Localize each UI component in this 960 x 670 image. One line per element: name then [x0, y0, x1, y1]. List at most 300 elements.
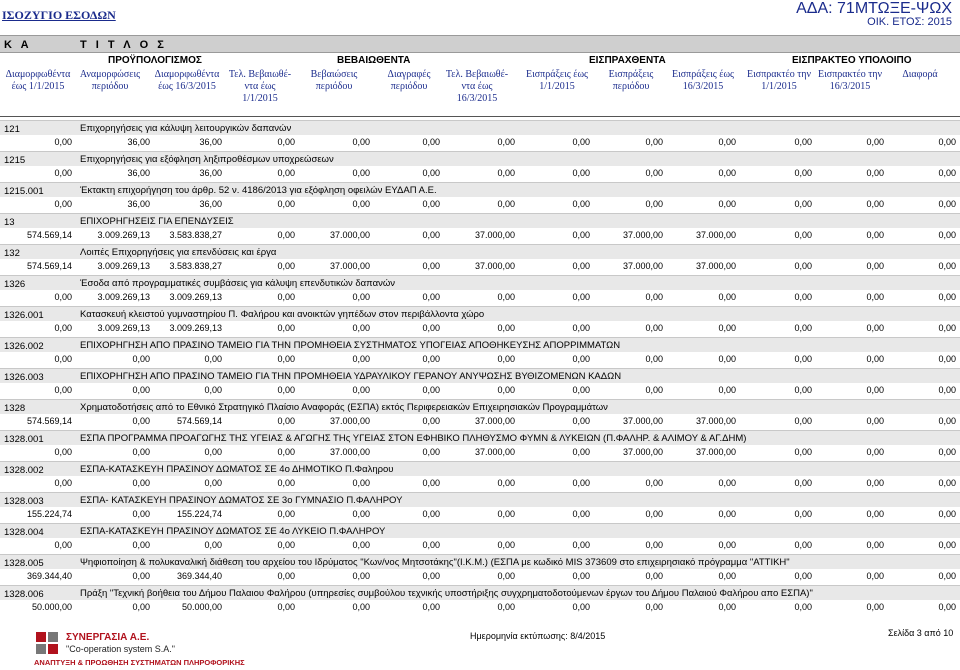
column-header-line: 1/1/2015: [761, 81, 797, 92]
amount-cell: 36,00: [127, 199, 150, 209]
amount-cell: 0,00: [645, 478, 663, 488]
amount-cell: 3.009.269,13: [169, 292, 222, 302]
amount-cell: 574.569,14: [26, 416, 72, 426]
amount-cell: 0,00: [352, 137, 370, 147]
amount-cell: 0,00: [132, 602, 150, 612]
row-title-bar: [0, 275, 960, 290]
column-header-line: έως 16/3/2015: [158, 81, 216, 92]
column-header-line: 16/3/2015: [829, 81, 871, 92]
account-code: 1328.004: [4, 527, 44, 538]
amount-cell: 0,00: [277, 230, 295, 240]
amount-cell: 0,00: [866, 602, 884, 612]
amount-cell: 0,00: [132, 354, 150, 364]
amount-cell: 0,00: [645, 354, 663, 364]
amount-cell: 37.000,00: [329, 261, 370, 271]
column-header: [149, 69, 225, 93]
amount-cell: 0,00: [497, 602, 515, 612]
amount-cell: 0,00: [794, 509, 812, 519]
amount-cell: 36,00: [199, 168, 222, 178]
column-header: [0, 69, 76, 93]
account-code: 13: [4, 217, 15, 228]
amount-cell: 0,00: [277, 292, 295, 302]
amount-cell: 0,00: [572, 602, 590, 612]
amount-cell: 0,00: [352, 509, 370, 519]
amount-cell: 0,00: [352, 478, 370, 488]
amount-cell: 0,00: [938, 540, 956, 550]
amount-cell: 0,00: [794, 137, 812, 147]
amount-cell: 0,00: [572, 261, 590, 271]
amount-cell: 0,00: [794, 416, 812, 426]
amount-cell: 0,00: [794, 323, 812, 333]
amount-cell: 0,00: [572, 478, 590, 488]
column-header: [593, 69, 669, 93]
amount-cell: 0,00: [718, 137, 736, 147]
amount-cell: 0,00: [277, 447, 295, 457]
row-title-bar: [0, 554, 960, 569]
row-title-bar: [0, 585, 960, 600]
table-row: [0, 492, 960, 523]
amount-cell: 0,00: [645, 540, 663, 550]
amount-cell: 50.000,00: [31, 602, 72, 612]
amount-cell: 0,00: [718, 199, 736, 209]
amount-cell: 0,00: [497, 509, 515, 519]
amount-cell: 0,00: [645, 571, 663, 581]
amount-cell: 0,00: [938, 292, 956, 302]
row-title-bar: [0, 120, 960, 135]
print-date: Ημερομηνία εκτύπωσης: 8/4/2015: [470, 631, 606, 641]
amount-cell: 0,00: [645, 602, 663, 612]
report-header: [0, 0, 960, 30]
column-header-line: Διαμορφωθέντα: [154, 69, 220, 80]
amount-cell: 0,00: [645, 509, 663, 519]
amount-cell: 0,00: [204, 385, 222, 395]
amount-cell: 0,00: [277, 478, 295, 488]
amount-cell: 0,00: [277, 261, 295, 271]
account-code: 1328.003: [4, 496, 44, 507]
table-row: [0, 554, 960, 585]
amount-cell: 0,00: [866, 292, 884, 302]
amount-cell: 0,00: [866, 199, 884, 209]
amount-cell: 0,00: [645, 292, 663, 302]
row-values: [0, 385, 960, 398]
row-values: [0, 323, 960, 336]
amount-cell: 0,00: [132, 447, 150, 457]
amount-cell: 0,00: [572, 230, 590, 240]
amount-cell: 0,00: [132, 571, 150, 581]
amount-cell: 0,00: [352, 354, 370, 364]
amount-cell: 0,00: [497, 571, 515, 581]
amount-cell: 0,00: [938, 571, 956, 581]
amount-cell: 0,00: [132, 416, 150, 426]
amount-cell: 0,00: [422, 261, 440, 271]
amount-cell: 0,00: [866, 230, 884, 240]
column-header-line: Βεβαιώσεις: [310, 69, 358, 80]
amount-cell: 0,00: [718, 478, 736, 488]
amount-cell: 37.000,00: [622, 416, 663, 426]
column-header-line: Εισπράξεις έως: [525, 69, 589, 80]
row-values: [0, 354, 960, 367]
account-description: ΕΠΙΧΟΡΗΓΗΣΗ ΑΠΟ ΠΡΑΣΙΝΟ ΤΑΜΕΙΟ ΓΙΑ ΤΗΝ ΠΡΟΜΗΘΕΙΑ ΣΥΣΤΗΜΑΤΟΣ ΥΠΟΓΕΙΑΣ ΑΠΟΘΗΚΕΥΣΗΣ ΑΠΟΡΡΙΜΜΑΤΩΝ: [80, 340, 621, 351]
account-code: 1215.001: [4, 186, 44, 197]
amount-cell: 0,00: [572, 416, 590, 426]
amount-cell: 0,00: [645, 137, 663, 147]
row-title-bar: [0, 244, 960, 259]
amount-cell: 0,00: [866, 385, 884, 395]
amount-cell: 0,00: [497, 137, 515, 147]
amount-cell: 0,00: [866, 478, 884, 488]
account-code: 1328.005: [4, 558, 44, 569]
column-header: [371, 69, 447, 93]
amount-cell: 0,00: [718, 323, 736, 333]
amount-cell: 0,00: [718, 602, 736, 612]
column-header-line: έως 1/1/2015: [11, 81, 65, 92]
ka-label: Κ Α: [4, 39, 32, 51]
amount-cell: 0,00: [277, 602, 295, 612]
amount-cell: 155.224,74: [176, 509, 222, 519]
table-row: [0, 306, 960, 337]
table-row: [0, 213, 960, 244]
amount-cell: 0,00: [938, 509, 956, 519]
row-title-bar: [0, 399, 960, 414]
amount-cell: 0,00: [422, 602, 440, 612]
table-row: [0, 120, 960, 151]
row-values: [0, 478, 960, 491]
column-header-line: Αναμορφώσεις: [79, 69, 141, 80]
amount-cell: 3.009.269,13: [97, 323, 150, 333]
amount-cell: 0,00: [938, 447, 956, 457]
title-band: [0, 35, 960, 53]
account-description: ΕΠΙΧΟΡΗΓΗΣΗ ΑΠΟ ΠΡΑΣΙΝΟ ΤΑΜΕΙΟ ΓΙΑ ΤΗΝ ΠΡΟΜΗΘΕΙΑ ΥΔΡΑΥΛΙΚΟΥ ΓΕΡΑΝΟΥ ΑΝΥΨΩΣΗΣ ΒΥΘΙΖΟΜΕΝΩΝ ΚΑΔΩΝ: [80, 371, 622, 382]
row-values: [0, 416, 960, 429]
amount-cell: 0,00: [794, 230, 812, 240]
amount-cell: 0,00: [794, 602, 812, 612]
amount-cell: 0,00: [794, 168, 812, 178]
column-header-line: Εισπράξεις έως: [671, 69, 735, 80]
amount-cell: 0,00: [794, 447, 812, 457]
table-row: [0, 461, 960, 492]
amount-cell: 0,00: [277, 571, 295, 581]
account-description: Χρηματοδοτήσεις από το Εθνικό Στρατηγικό Πλαίσιο Αναφοράς (ΕΣΠΑ) εκτός Περιφερειακών Επιχειρησιακών Προγραμμάτων: [80, 402, 608, 413]
table-row: [0, 368, 960, 399]
amount-cell: 0,00: [422, 540, 440, 550]
amount-cell: 0,00: [422, 416, 440, 426]
account-description: Επιχορηγήσεις για εξόφληση ληξιπροθέσμων υποχρεώσεων: [80, 154, 334, 165]
table-row: [0, 182, 960, 213]
fiscal-year: ΟΙΚ. ΕΤΟΣ: 2015: [867, 16, 952, 28]
amount-cell: 0,00: [938, 354, 956, 364]
amount-cell: 0,00: [204, 354, 222, 364]
amount-cell: 0,00: [277, 199, 295, 209]
amount-cell: 0,00: [866, 323, 884, 333]
row-values: [0, 230, 960, 243]
amount-cell: 0,00: [352, 199, 370, 209]
amount-cell: 0,00: [497, 199, 515, 209]
amount-cell: 0,00: [572, 354, 590, 364]
amount-cell: 0,00: [572, 323, 590, 333]
amount-cell: 0,00: [352, 168, 370, 178]
column-header-line: Διαφορά: [902, 69, 938, 80]
table-row: [0, 523, 960, 554]
amount-cell: 0,00: [866, 354, 884, 364]
amount-cell: 0,00: [645, 323, 663, 333]
amount-cell: 369.344,40: [176, 571, 222, 581]
amount-cell: 0,00: [277, 168, 295, 178]
amount-cell: 3.009.269,13: [97, 292, 150, 302]
table-row: [0, 430, 960, 461]
amount-cell: 0,00: [497, 323, 515, 333]
amount-cell: 0,00: [645, 385, 663, 395]
amount-cell: 0,00: [422, 571, 440, 581]
report-title: ΙΣΟΖΥΓΙΟ ΕΣΟΔΩΝ: [2, 8, 116, 22]
amount-cell: 0,00: [277, 509, 295, 519]
amount-cell: 0,00: [938, 478, 956, 488]
amount-cell: 0,00: [277, 354, 295, 364]
amount-cell: 0,00: [866, 168, 884, 178]
amount-cell: 0,00: [132, 478, 150, 488]
amount-cell: 0,00: [572, 137, 590, 147]
amount-cell: 0,00: [132, 385, 150, 395]
report-footer: [0, 608, 960, 670]
amount-cell: 0,00: [54, 478, 72, 488]
amount-cell: 574.569,14: [176, 416, 222, 426]
amount-cell: 0,00: [422, 385, 440, 395]
column-header-line: Εισπρακτέο την: [747, 69, 811, 80]
amount-cell: 0,00: [204, 478, 222, 488]
amount-cell: 0,00: [938, 168, 956, 178]
account-code: 1326.003: [4, 372, 44, 383]
account-description: Λοιπές Επιχορηγήσεις για επενδύσεις και έργα: [80, 247, 277, 258]
amount-cell: 0,00: [54, 292, 72, 302]
amount-cell: 369.344,40: [26, 571, 72, 581]
table-row: [0, 151, 960, 182]
amount-cell: 0,00: [718, 385, 736, 395]
amount-cell: 0,00: [422, 509, 440, 519]
row-title-bar: [0, 368, 960, 383]
ada-code: ΑΔΑ: 71ΜΤΩΞΕ-ΨΩΧ: [796, 0, 952, 17]
row-values: [0, 168, 960, 181]
column-header-line: 16/3/2015: [456, 93, 498, 104]
amount-cell: 0,00: [572, 540, 590, 550]
row-title-bar: [0, 430, 960, 445]
account-code: 1328: [4, 403, 26, 414]
column-header-line: Τελ. Βεβαιωθέ-: [445, 69, 509, 80]
amount-cell: 155.224,74: [26, 509, 72, 519]
amount-cell: 0,00: [497, 354, 515, 364]
account-description: ΕΣΠΑ- ΚΑΤΑΣΚΕΥΗ ΠΡΑΣΙΝΟΥ ΔΩΜΑΤΟΣ ΣΕ 3ο ΓΥΜΝΑΣΙΟ Π.ΦΑΛΗΡΟΥ: [80, 495, 403, 506]
amount-cell: 0,00: [866, 416, 884, 426]
logo-tagline: ΑΝΑΠΤΥΞΗ & ΠΡΟΩΘΗΣΗ ΣΥΣΤΗΜΑΤΩΝ ΠΛΗΡΟΦΟΡΙΚΗΣ: [34, 658, 245, 667]
amount-cell: 0,00: [938, 230, 956, 240]
column-header: [665, 69, 741, 93]
page-number: Σελίδα 3 από 10: [888, 628, 954, 638]
amount-cell: 0,00: [54, 540, 72, 550]
column-header-line: ντα έως: [461, 81, 493, 92]
account-description: Κατασκευή κλειστού γυμναστηρίου Π. Φαλήρου και ανοικτών γηπέδων στον περιβάλλοντα χώρο: [80, 309, 485, 320]
amount-cell: 0,00: [794, 261, 812, 271]
column-header-line: περιόδου: [612, 81, 650, 92]
amount-cell: 37.000,00: [329, 416, 370, 426]
amount-cell: 0,00: [54, 447, 72, 457]
amount-cell: 0,00: [54, 168, 72, 178]
amount-cell: 0,00: [645, 199, 663, 209]
amount-cell: 3.583.838,27: [169, 230, 222, 240]
column-header-line: 16/3/2015: [682, 81, 724, 92]
account-code: 1328.001: [4, 434, 44, 445]
column-header: [812, 69, 888, 93]
column-header-line: 1/1/2015: [242, 93, 278, 104]
column-header: [741, 69, 817, 93]
column-header-line: Διαγραφές: [387, 69, 431, 80]
column-header: [296, 69, 372, 93]
amount-cell: 0,00: [497, 292, 515, 302]
amount-cell: 0,00: [277, 540, 295, 550]
amount-cell: 0,00: [277, 416, 295, 426]
amount-cell: 0,00: [938, 261, 956, 271]
amount-cell: 0,00: [794, 571, 812, 581]
amount-cell: 0,00: [204, 447, 222, 457]
table-row: [0, 399, 960, 430]
amount-cell: 0,00: [718, 168, 736, 178]
column-header-line: περιόδου: [390, 81, 428, 92]
amount-cell: 0,00: [572, 199, 590, 209]
amount-cell: 0,00: [718, 571, 736, 581]
amount-cell: 37.000,00: [695, 416, 736, 426]
amount-cell: 37.000,00: [474, 261, 515, 271]
row-title-bar: [0, 523, 960, 538]
amount-cell: 0,00: [352, 385, 370, 395]
table-row: [0, 337, 960, 368]
table-row: [0, 275, 960, 306]
account-code: 1328.002: [4, 465, 44, 476]
amount-cell: 0,00: [352, 292, 370, 302]
amount-cell: 0,00: [497, 478, 515, 488]
amount-cell: 0,00: [497, 385, 515, 395]
group-certified: ΒΕΒΑΙΩΘΕΝΤΑ: [337, 55, 411, 66]
amount-cell: 37.000,00: [695, 230, 736, 240]
amount-cell: 0,00: [794, 385, 812, 395]
column-header-line: ντα έως: [244, 81, 276, 92]
column-header-line: Τελ. Βεβαιωθέ-: [228, 69, 292, 80]
row-values: [0, 447, 960, 460]
column-header-line: 1/1/2015: [539, 81, 575, 92]
amount-cell: 0,00: [794, 199, 812, 209]
amount-cell: 37.000,00: [474, 416, 515, 426]
company-logo-icon: [34, 630, 60, 656]
row-values: [0, 261, 960, 274]
column-header-line: περιόδου: [91, 81, 129, 92]
amount-cell: 36,00: [199, 137, 222, 147]
column-header: [222, 69, 298, 105]
column-header-line: Εισπράξεις: [608, 69, 654, 80]
titlos-label: Τ Ι Τ Λ Ο Σ: [80, 39, 167, 51]
amount-cell: 0,00: [497, 540, 515, 550]
amount-cell: 3.009.269,13: [169, 323, 222, 333]
amount-cell: 0,00: [866, 540, 884, 550]
row-title-bar: [0, 492, 960, 507]
column-header-line: Διαμορφωθέντα: [5, 69, 71, 80]
amount-cell: 0,00: [866, 137, 884, 147]
amount-cell: 0,00: [938, 199, 956, 209]
row-values: [0, 540, 960, 553]
amount-cell: 0,00: [938, 602, 956, 612]
row-values: [0, 137, 960, 150]
amount-cell: 0,00: [794, 354, 812, 364]
amount-cell: 0,00: [645, 168, 663, 178]
amount-cell: 0,00: [938, 416, 956, 426]
column-header: [519, 69, 595, 93]
amount-cell: 0,00: [718, 540, 736, 550]
amount-cell: 0,00: [497, 168, 515, 178]
amount-cell: 0,00: [54, 385, 72, 395]
company-logo: [34, 630, 245, 670]
amount-cell: 37.000,00: [329, 447, 370, 457]
amount-cell: 50.000,00: [181, 602, 222, 612]
row-title-bar: [0, 182, 960, 197]
column-header: [439, 69, 515, 105]
amount-cell: 3.009.269,13: [97, 230, 150, 240]
amount-cell: 0,00: [794, 478, 812, 488]
account-description: Έσοδα από προγραμματικές συμβάσεις για κάλυψη επενδυτικών δαπανών: [80, 278, 395, 289]
row-title-bar: [0, 337, 960, 352]
table-row: [0, 244, 960, 275]
account-code: 132: [4, 248, 20, 259]
amount-cell: 0,00: [352, 323, 370, 333]
amount-cell: 0,00: [422, 354, 440, 364]
account-description: ΕΣΠΑ-ΚΑΤΑΣΚΕΥΗ ΠΡΑΣΙΝΟΥ ΔΩΜΑΤΟΣ ΣΕ 4ο ΔΗΜΟΤΙΚΟ Π.Φαληρου: [80, 464, 394, 475]
amount-cell: 574.569,14: [26, 261, 72, 271]
amount-cell: 0,00: [572, 571, 590, 581]
amount-cell: 0,00: [938, 385, 956, 395]
column-headers: [0, 69, 960, 117]
row-values: [0, 509, 960, 522]
amount-cell: 37.000,00: [329, 230, 370, 240]
amount-cell: 0,00: [938, 137, 956, 147]
account-code: 121: [4, 124, 20, 135]
group-budget: ΠΡΟΫΠΟΛΟΓΙΣΜΟΣ: [108, 55, 202, 66]
amount-cell: 0,00: [794, 292, 812, 302]
row-values: [0, 571, 960, 584]
amount-cell: 0,00: [277, 385, 295, 395]
amount-cell: 36,00: [199, 199, 222, 209]
column-header: [72, 69, 148, 93]
group-collected: ΕΙΣΠΡΑΧΘΕΝΤΑ: [589, 55, 666, 66]
row-title-bar: [0, 213, 960, 228]
account-description: Έκτακτη επιχορήγηση του άρθρ. 52 ν. 4186/2013 για εξόφληση οφειλών ΕΥΔΑΠ Α.Ε.: [80, 185, 437, 196]
amount-cell: 0,00: [866, 509, 884, 519]
logo-subtitle: "Co-operation system S.A.": [66, 644, 175, 654]
row-title-bar: [0, 306, 960, 321]
amount-cell: 0,00: [718, 354, 736, 364]
column-header: [882, 69, 958, 81]
amount-cell: 0,00: [277, 323, 295, 333]
account-code: 1326.001: [4, 310, 44, 321]
row-title-bar: [0, 461, 960, 476]
amount-cell: 0,00: [572, 447, 590, 457]
logo-name: ΣΥΝΕΡΓΑΣΙΑ Α.Ε.: [66, 632, 150, 643]
amount-cell: 0,00: [54, 354, 72, 364]
amount-cell: 37.000,00: [695, 447, 736, 457]
amount-cell: 0,00: [572, 509, 590, 519]
amount-cell: 0,00: [572, 385, 590, 395]
amount-cell: 0,00: [54, 137, 72, 147]
amount-cell: 37.000,00: [622, 230, 663, 240]
account-code: 1215: [4, 155, 26, 166]
amount-cell: 0,00: [866, 261, 884, 271]
income-table: [0, 120, 960, 616]
amount-cell: 0,00: [866, 447, 884, 457]
row-values: [0, 292, 960, 305]
amount-cell: 0,00: [422, 199, 440, 209]
